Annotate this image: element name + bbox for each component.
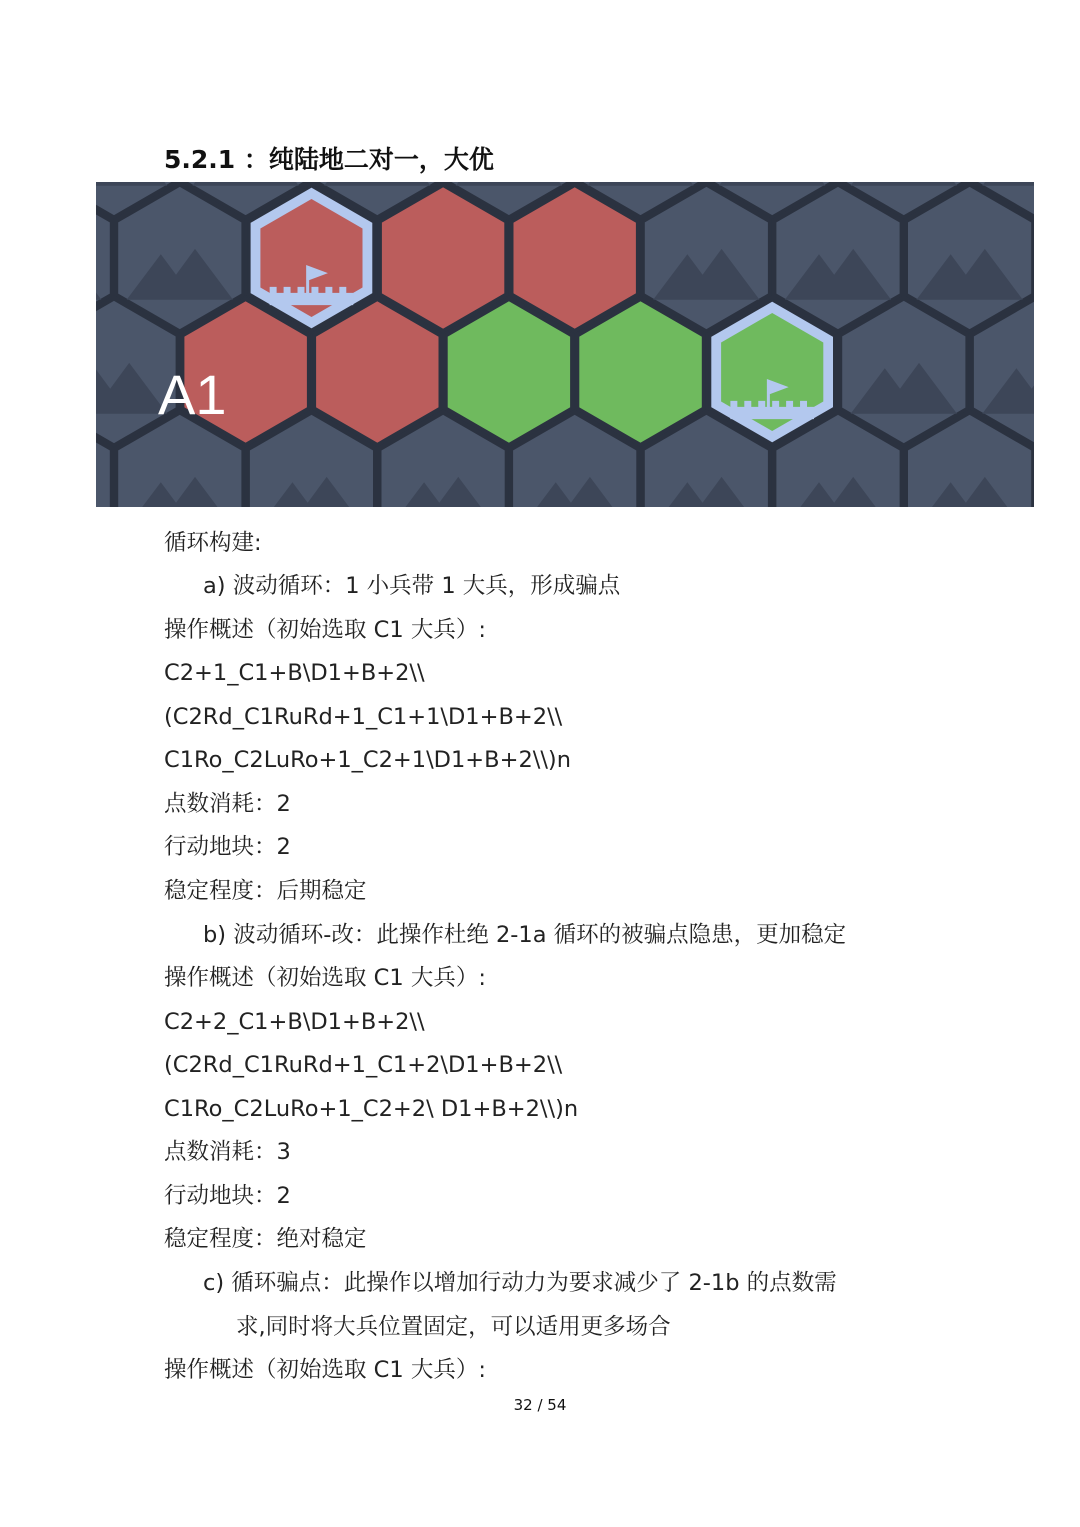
text-line: 点数消耗：3: [164, 1139, 291, 1165]
section-heading: 5.2.1 ：纯陆地二对一，大优: [164, 145, 494, 174]
code-line: (C2Rd_C1RuRd+1_C1+1\D1+B+2\\: [164, 704, 563, 730]
code-line: C1Ro_C2LuRo+1_C2+1\D1+B+2\\)n: [164, 747, 571, 773]
text-line: 稳定程度：后期稳定: [164, 878, 367, 904]
text-line: 循环构建:: [164, 530, 262, 556]
list-item-a: a) 波动循环：1 小兵带 1 大兵，形成骗点: [203, 573, 621, 599]
list-item-c-continued: 求,同时将大兵位置固定，可以适用更多场合: [236, 1314, 671, 1340]
list-item-c: c) 循环骗点：此操作以增加行动力为要求减少了 2-1b 的点数需: [203, 1270, 837, 1296]
text-line: 操作概述（初始选取 C1 大兵）:: [164, 1357, 486, 1383]
game-board-image: [96, 182, 1034, 507]
page-number: 32 / 54: [513, 1396, 567, 1414]
code-line: (C2Rd_C1RuRd+1_C1+2\D1+B+2\\: [164, 1052, 563, 1078]
code-line: C1Ro_C2LuRo+1_C2+2\ D1+B+2\\)n: [164, 1096, 579, 1122]
board-label: A1: [158, 363, 227, 426]
text-line: 稳定程度：绝对稳定: [164, 1226, 367, 1252]
text-line: 行动地块：2: [164, 1183, 291, 1209]
text-line: 操作概述（初始选取 C1 大兵）:: [164, 617, 486, 643]
code-line: C2+1_C1+B\D1+B+2\\: [164, 660, 425, 686]
text-line: 操作概述（初始选取 C1 大兵）:: [164, 965, 486, 991]
list-item-b: b) 波动循环-改：此操作杜绝 2-1a 循环的被骗点隐患，更加稳定: [203, 922, 847, 948]
code-line: C2+2_C1+B\D1+B+2\\: [164, 1009, 425, 1035]
text-line: 点数消耗：2: [164, 791, 291, 817]
text-line: 行动地块：2: [164, 834, 291, 860]
